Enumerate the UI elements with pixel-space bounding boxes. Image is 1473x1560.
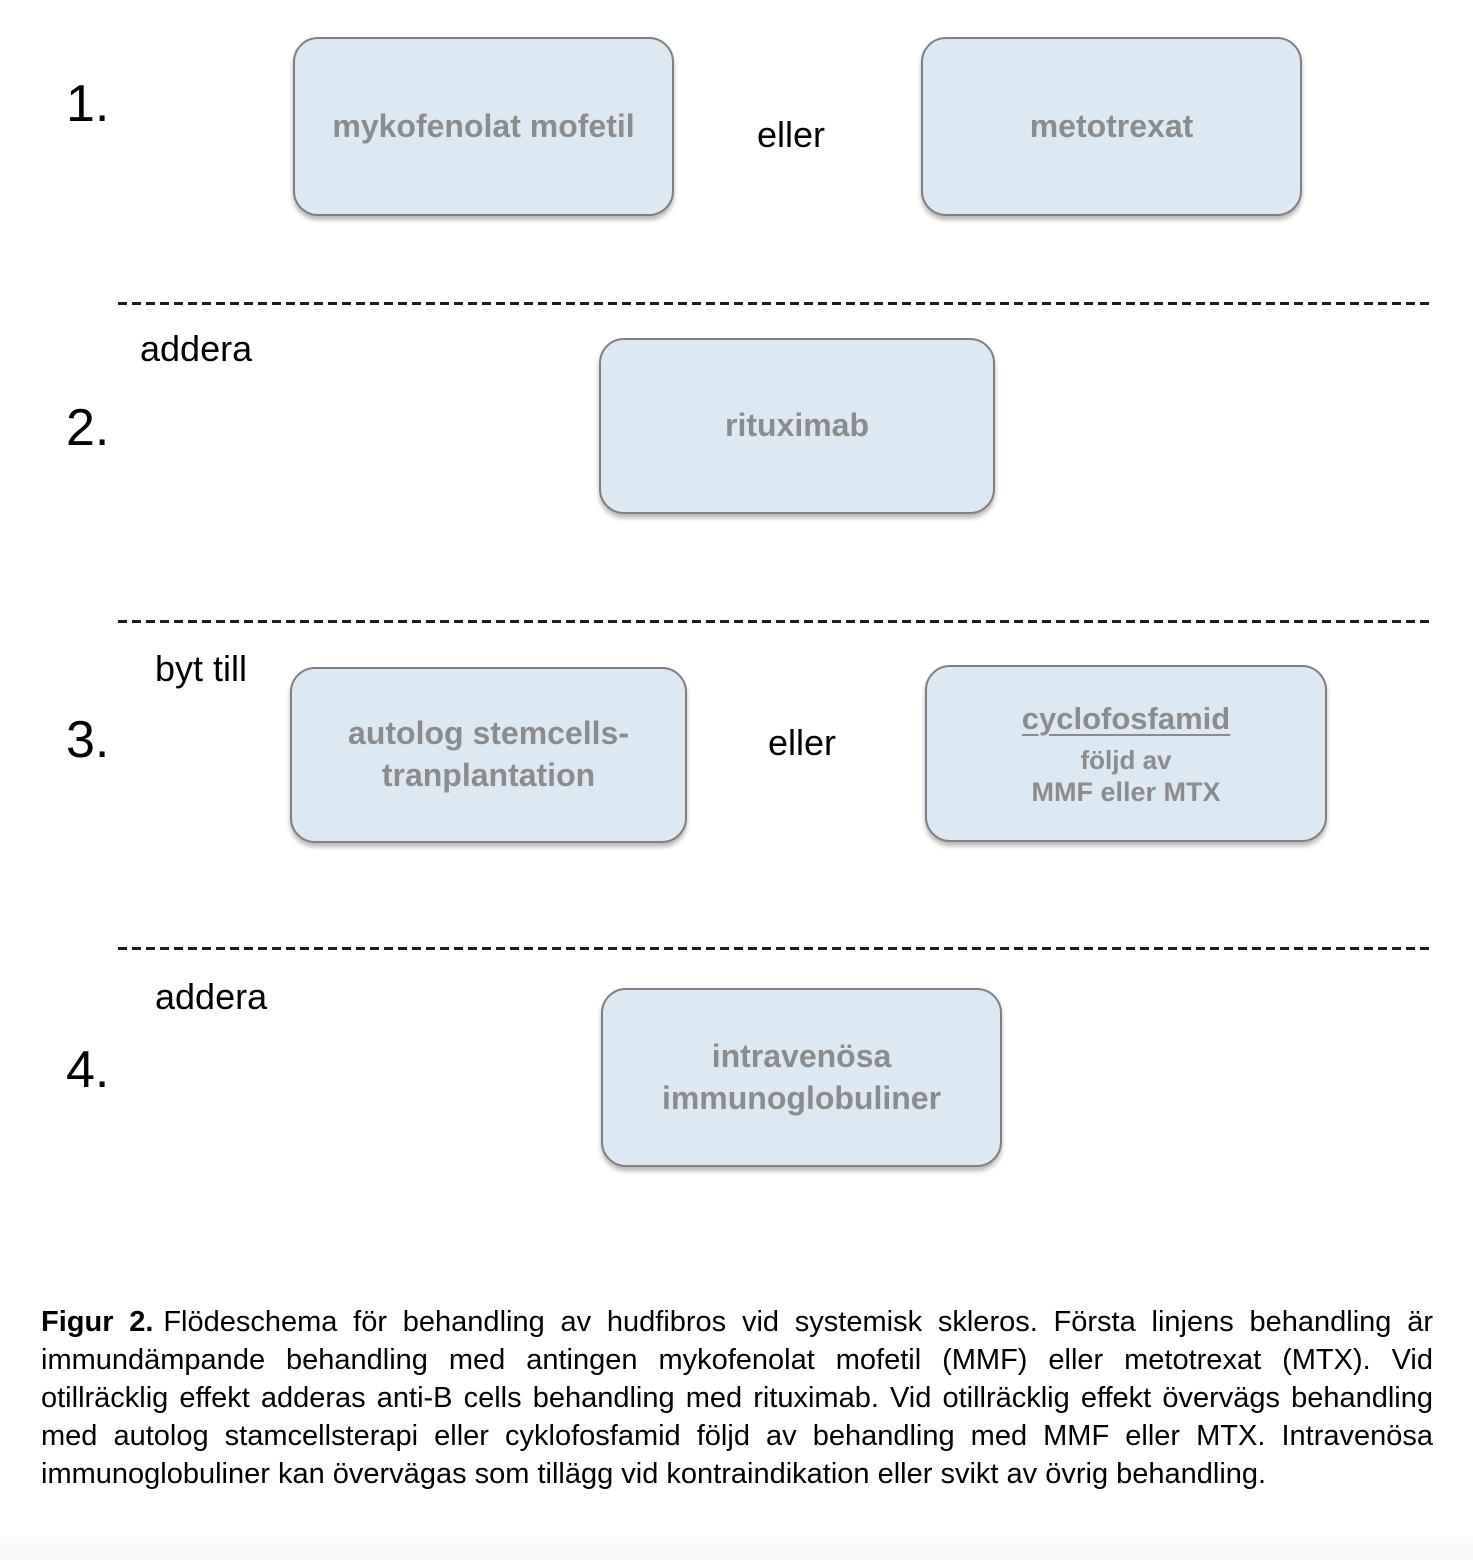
flow-box-label: mykofenolat mofetil [332,107,635,144]
flow-box-metotrexat [921,37,1302,216]
flow-box-label [662,1036,941,1119]
dashed-divider-1 [118,302,1431,305]
figure-caption-text: Flödeschema för behandling av hudfibros vid systemisk skleros. Första linjens behandling är immundämpande behandling med antingen mykofenolat mofetil (MMF) eller metotrexat (MTX). Vid otillräcklig effekt adderas anti-B cells behandling med rituximab. Vid otillräcklig effekt övervägs behandling med autolog stamcellsterapi eller cyklofosfamid följd av behandling med MMF eller MTX. Intravenösa immunoglobuliner kan övervägas som tillägg vid kontraindikation eller svikt av övrig behandling. [41,1306,1433,1490]
figure-caption [41,1303,1433,1493]
figure-caption-label: Figur 2. [41,1306,154,1338]
flow-box-label: rituximab [724,407,870,444]
step-4-number: 4. [66,1041,110,1099]
dashed-divider-2 [118,620,1431,623]
flow-box-subtitle: följd av [1080,744,1172,775]
flow-box-rituximab [599,338,995,514]
flow-box-subtitle-2: MMF eller MTX [1031,777,1221,808]
step-1-number: 1. [66,75,110,133]
step-2-number: 2. [66,399,110,457]
page-bottom-margin [0,1537,1473,1560]
flow-box-label: metotrexat [1029,107,1194,144]
flow-box-autolog-stemcellstransplantation [290,667,687,843]
flow-box-cyclofosfamid [925,665,1327,842]
flow-box-title-underlined: cyclofosfamid [1021,700,1231,736]
or-connector-step-1: eller [757,114,826,155]
dashed-divider-3 [118,947,1431,950]
connector-addera-step-2: addera [140,328,253,369]
flow-box-label [1022,699,1230,809]
flow-box-label-line-2: tranplantation [381,757,596,793]
connector-addera-step-4: addera [155,976,268,1017]
flow-box-label [348,713,629,796]
flow-box-label-line-1: intravenösa [711,1037,892,1074]
connector-byt-till-step-3: byt till [155,648,248,689]
flow-box-label-line-2: immunoglobuliner [661,1079,942,1116]
or-connector-step-3: eller [768,722,837,763]
step-3-number: 3. [66,711,110,769]
flow-box-label-line-1: autolog stemcells- [348,715,629,752]
flow-box-intravenosa-immunoglobuliner [601,988,1002,1167]
flow-box-mykofenolat-mofetil [293,37,674,216]
